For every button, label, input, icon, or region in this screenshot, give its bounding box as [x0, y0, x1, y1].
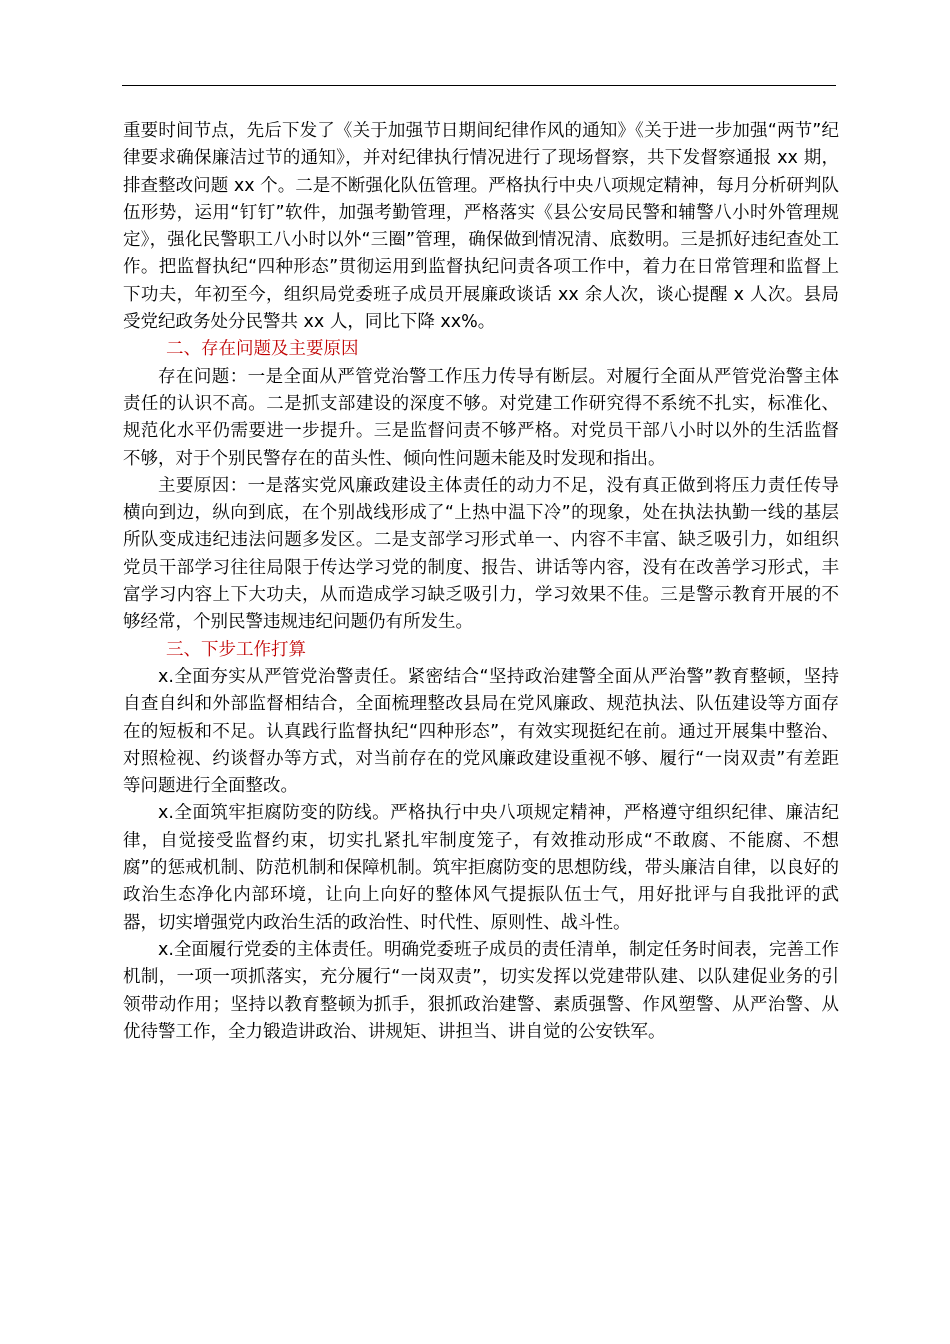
header-rule	[122, 85, 836, 86]
document-body	[123, 118, 839, 1046]
paragraph-1: 重要时间节点，先后下发了《关于加强节日期间纪律作风的通知》《关于进一步加强“两节”纪律要求确保廉洁过节的通知》，并对纪律执行情况进行了现场督察，共下发督察通报 xx 期，排查整改问题 xx 个。二是不断强化队伍管理。严格执行中央八项规定精神，每月分析研判队伍形势，运用“钉钉”软件，加强考勤管理，严格落实《县公安局民警和辅警八小时外管理规定》，强化民警职工八小时以外“三圈”管理，确保做到情况清、底数明。三是抓好违纪查处工作。把监督执纪“四种形态”贯彻运用到监督执纪问责各项工作中，着力在日常管理和监督上下功夫，年初至今，组织局党委班子成员开展廉政谈话 xx 余人次，谈心提醒 x 人次。县局受党纪政务处分民警共 xx 人，同比下降 xx%。	[123, 121, 839, 333]
paragraph-causes: 主要原因：一是落实党风廉政建设主体责任的动力不足，没有真正做到将压力责任传导横向到边，纵向到底，在个别战线形成了“上热中温下冷”的现象，处在执法执勤一线的基层所队变成违纪违法问题多发区。二是支部学习形式单一、内容不丰富、缺乏吸引力，如组织党员干部学习往往局限于传达学习党的制度、报告、讲话等内容，没有在改善学习形式，丰富学习内容上下大功夫，从而造成学习缺乏吸引力，学习效果不佳。三是警示教育开展的不够经常，个别民警违规违纪问题仍有所发生。	[123, 475, 839, 633]
paragraph-problems: 存在问题：一是全面从严管党治警工作压力传导有断层。对履行全面从严管党治警主体责任的认识不高。二是抓支部建设的深度不够。对党建工作研究得不系统不扎实，标准化、规范化水平仍需要进一步提升。三是监督问责不够严格。对党员干部八小时以外的生活监督不够，对于个别民警存在的苗头性、倾向性问题未能及时发现和指出。	[123, 366, 839, 469]
paragraph-plan-1: x.全面夯实从严管党治警责任。紧密结合“坚持政治建警全面从严治警”教育整顿，坚持自查自纠和外部监督相结合，全面梳理整改县局在党风廉政、规范执法、队伍建设等方面存在的短板和不足。认真践行监督执纪“四种形态”，有效实现挺纪在前。通过开展集中整治、对照检视、约谈督办等方式，对当前存在的党风廉政建设重视不够、履行“一岗双责”有差距等问题进行全面整改。	[123, 666, 839, 797]
paragraph-plan-2: x.全面筑牢拒腐防变的防线。严格执行中央八项规定精神，严格遵守组织纪律、廉洁纪律，自觉接受监督约束，切实扎紧扎牢制度笼子，有效推动形成“不敢腐、不能腐、不想腐”的惩戒机制、防范机制和保障机制。筑牢拒腐防变的思想防线，带头廉洁自律，以良好的政治生态净化内部环境，让向上向好的整体风气提振队伍士气，用好批评与自我批评的武器，切实增强党内政治生活的政治性、时代性、原则性、战斗性。	[123, 803, 839, 933]
section-heading-2: 二、存在问题及主要原因	[166, 339, 359, 360]
paragraph-plan-3: x.全面履行党委的主体责任。明确党委班子成员的责任清单，制定任务时间表，完善工作机制，一项一项抓落实，充分履行“一岗双责”，切实发挥以党建带队建、以队建促业务的引领带动作用；坚持以教育整顿为抓手，狠抓政治建警、素质强警、作风塑警、从严治警、从优待警工作，全力锻造讲政治、讲规矩、讲担当、讲自觉的公安铁军。	[123, 939, 839, 1042]
section-heading-3: 三、下步工作打算	[166, 639, 306, 660]
